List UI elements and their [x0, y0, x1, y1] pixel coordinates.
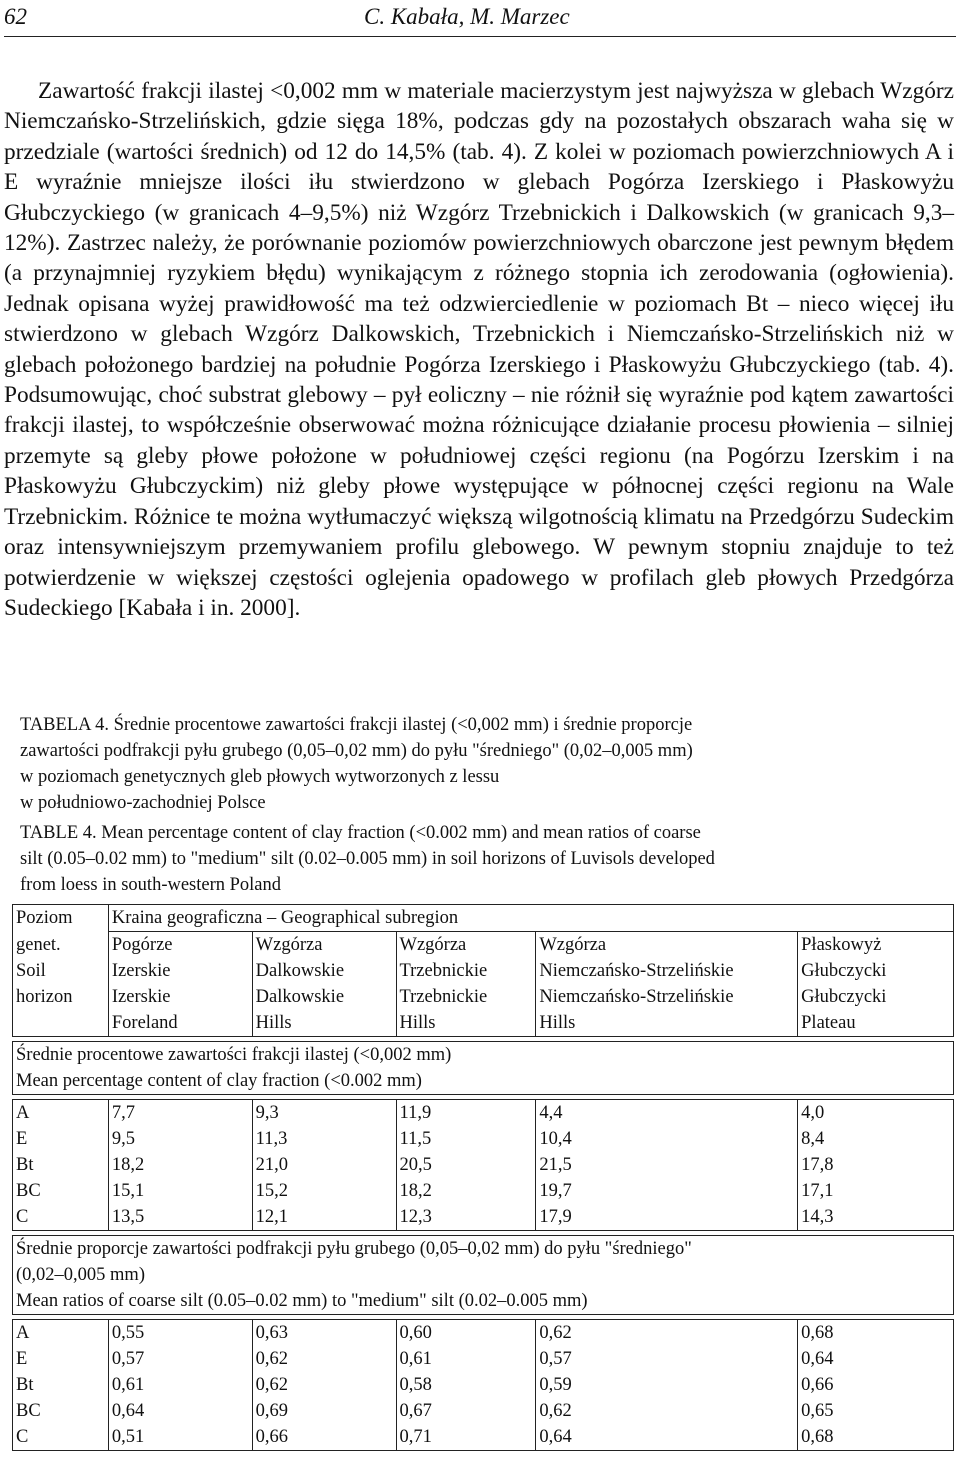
table-row [13, 1346, 954, 1372]
value-cell: 0,55 [108, 1320, 252, 1347]
value-cell: 10,4 [536, 1126, 798, 1152]
value-cell: 17,9 [536, 1204, 798, 1231]
stub-header-cell: Soil [13, 958, 109, 984]
table-row [13, 1320, 954, 1347]
region-name-pl: Dalkowskie [252, 958, 396, 984]
value-cell: 14,3 [798, 1204, 954, 1231]
value-cell: 19,7 [536, 1178, 798, 1204]
data-table [12, 904, 954, 1451]
region-name-en: Plateau [798, 1010, 954, 1037]
section-title: Średnie proporcje zawartości podfrakcji pyłu grubego (0,05–0,02 mm) do pyłu "średniego" [13, 1236, 954, 1263]
table-row [13, 1126, 954, 1152]
value-cell: 0,59 [536, 1372, 798, 1398]
value-cell: 15,1 [108, 1178, 252, 1204]
caption-pl-line: TABELA 4. Średnie procentowe zawartości frakcji ilastej (<0,002 mm) i średnie proporcje [20, 715, 693, 735]
region-name-en: Izerskie [108, 984, 252, 1010]
caption-en-line: TABLE 4. Mean percentage content of clay fraction (<0.002 mm) and mean ratios of coarse [20, 823, 701, 843]
value-cell: 0,62 [536, 1320, 798, 1347]
value-cell: 0,64 [536, 1424, 798, 1451]
value-cell: 12,3 [396, 1204, 536, 1231]
value-cell: 20,5 [396, 1152, 536, 1178]
region-name-pl: Głubczycki [798, 958, 954, 984]
caption-en-line: silt (0.05–0.02 mm) to "medium" silt (0.02–0.005 mm) in soil horizons of Luvisols developed [20, 849, 715, 869]
value-cell: 0,64 [108, 1398, 252, 1424]
section-title: Średnie procentowe zawartości frakcji ilastej (<0,002 mm) [13, 1042, 954, 1069]
region-name-en: Trzebnickie [396, 984, 536, 1010]
value-cell: 0,62 [252, 1372, 396, 1398]
region-name-pl: Izerskie [108, 958, 252, 984]
page-number: 62 [4, 4, 27, 29]
table-row [13, 1424, 954, 1451]
value-cell: 0,68 [798, 1320, 954, 1347]
subregion-header: Kraina geograficzna – Geographical subregion [108, 905, 953, 932]
table-row [13, 1100, 954, 1127]
horizon-label-cell: Bt [13, 1152, 109, 1178]
horizon-label-cell: BC [13, 1398, 109, 1424]
region-name-pl: Pogórze [108, 932, 252, 959]
horizon-label-cell: BC [13, 1178, 109, 1204]
stub-header-cell: genet. [13, 932, 109, 959]
region-name-pl: Płaskowyż [798, 932, 954, 959]
value-cell: 17,1 [798, 1178, 954, 1204]
table-caption-english [20, 820, 950, 898]
horizon-label-cell: C [13, 1204, 109, 1231]
value-cell: 18,2 [108, 1152, 252, 1178]
section-title: Mean percentage content of clay fraction (<0.002 mm) [13, 1068, 954, 1095]
caption-en-line: from loess in south-western Poland [20, 875, 282, 895]
stub-header-cell: Poziom [13, 905, 109, 932]
region-name-pl: Wzgórza [252, 932, 396, 959]
region-name-en: Głubczycki [798, 984, 954, 1010]
value-cell: 12,1 [252, 1204, 396, 1231]
region-name-pl: Wzgórza [396, 932, 536, 959]
value-cell: 0,62 [252, 1346, 396, 1372]
horizon-label-cell: E [13, 1126, 109, 1152]
value-cell: 0,62 [536, 1398, 798, 1424]
value-cell: 11,5 [396, 1126, 536, 1152]
section-title: (0,02–0,005 mm) [13, 1262, 954, 1288]
region-name-en: Dalkowskie [252, 984, 396, 1010]
region-name-en: Hills [536, 1010, 798, 1037]
value-cell: 4,4 [536, 1100, 798, 1127]
table-header [13, 905, 954, 1100]
value-cell: 0,51 [108, 1424, 252, 1451]
stub-header-cell: horizon [13, 984, 109, 1010]
horizon-label-cell: A [13, 1100, 109, 1127]
value-cell: 7,7 [108, 1100, 252, 1127]
value-cell: 0,67 [396, 1398, 536, 1424]
value-cell: 0,66 [252, 1424, 396, 1451]
value-cell: 0,63 [252, 1320, 396, 1347]
horizon-label-cell: E [13, 1346, 109, 1372]
value-cell: 21,0 [252, 1152, 396, 1178]
table-row [13, 1398, 954, 1424]
table-row [13, 1372, 954, 1398]
value-cell: 0,61 [108, 1372, 252, 1398]
region-name-en: Foreland [108, 1010, 252, 1037]
value-cell: 0,57 [536, 1346, 798, 1372]
caption-pl-line: w poziomach genetycznych gleb płowych wytworzonych z lessu [20, 767, 500, 787]
table-row [13, 1178, 954, 1204]
section2-header [13, 1231, 954, 1320]
clay-content-section [13, 1100, 954, 1231]
value-cell: 17,8 [798, 1152, 954, 1178]
value-cell: 0,57 [108, 1346, 252, 1372]
horizon-label-cell: Bt [13, 1372, 109, 1398]
caption-pl-line: zawartości podfrakcji pyłu grubego (0,05–0,02 mm) do pyłu "średniego" (0,02–0,005 mm) [20, 741, 693, 761]
region-name-en: Hills [252, 1010, 396, 1037]
body-paragraph: Zawartość frakcji ilastej <0,002 mm w materiale macierzystym jest najwyższa w glebach Wzgórz Niemczańsko-Strzelińskich, gdzie sięga 18%, podczas gdy na pozostałych obszarach waha się w przedziale (wartości średnich) od 12 do 14,5% (tab. 4). Z kolei w poziomach powierzchniowych A i E wyraźnie mniejsze ilości iłu stwierdzono w glebach Pogórza Izerskiego i Płaskowyżu Głubczyckiego (w granicach 4–9,5%) niż Wzgórz Trzebnickich i Dalkowskich (w granicach 9,3–12%). Zastrzec należy, że porównanie poziomów powierzchniowych obarczone jest pewnym błędem (a przynajmniej ryzykiem błędu) wynikającym z różnego stopnia ich zerodowania (ogłowienia). Jednak opisana wyżej prawidłowość ma też odzwierciedlenie w poziomach Bt – nieco więcej iłu stwierdzono w glebach Wzgórz Dalkowskich, Trzebnickich i Niemczańsko-Strzelińskich niż w glebach położonego bardziej na południe Pogórza Izerskiego i Płaskowyżu Głubczyckiego (tab. 4). Podsumowując, choć substrat glebowy – pył eoliczny – nie różnił się wyraźnie pod kątem zawartości frakcji ilastej, to współcześnie obserwować można różnicujące działanie procesu płowienia – silniej przemyte są gleby płowe położone w południowej części regionu (na Pogórzu Izerskim i na Płaskowyżu Głubczyckim) niż gleby płowe występujące w północnej części regionu na Wale Trzebnickim. Różnice te można wytłumaczyć większą wilgotnością klimatu na Przedgórzu Sudeckim oraz intensywniejszym przemywaniem profilu glebowego. W pewnym stopniu znajduje to też potwierdzenie w większej częstości oglejenia opadowego w profilach gleb płowych Przedgórza Sudeckiego [Kabała i in. 2000]. [4, 78, 954, 621]
value-cell: 0,68 [798, 1424, 954, 1451]
section-title: Mean ratios of coarse silt (0.05–0.02 mm) to "medium" silt (0.02–0.005 mm) [13, 1288, 954, 1315]
value-cell: 11,3 [252, 1126, 396, 1152]
value-cell: 9,5 [108, 1126, 252, 1152]
value-cell: 0,60 [396, 1320, 536, 1347]
value-cell: 11,9 [396, 1100, 536, 1127]
region-name-en: Hills [396, 1010, 536, 1037]
page-header [4, 0, 956, 37]
running-head-authors: C. Kabała, M. Marzec [364, 4, 570, 29]
caption-pl-line: w południowo-zachodniej Polsce [20, 793, 266, 813]
value-cell: 0,71 [396, 1424, 536, 1451]
value-cell: 0,69 [252, 1398, 396, 1424]
value-cell: 13,5 [108, 1204, 252, 1231]
value-cell: 21,5 [536, 1152, 798, 1178]
value-cell: 0,66 [798, 1372, 954, 1398]
region-name-pl: Trzebnickie [396, 958, 536, 984]
horizon-label-cell: A [13, 1320, 109, 1347]
value-cell: 0,64 [798, 1346, 954, 1372]
value-cell: 0,58 [396, 1372, 536, 1398]
value-cell: 0,61 [396, 1346, 536, 1372]
value-cell: 8,4 [798, 1126, 954, 1152]
value-cell: 0,65 [798, 1398, 954, 1424]
table-row [13, 1204, 954, 1231]
value-cell: 18,2 [396, 1178, 536, 1204]
table-caption-polish [20, 712, 950, 816]
region-name-pl: Niemczańsko-Strzelińskie [536, 958, 798, 984]
region-name-pl: Wzgórza [536, 932, 798, 959]
region-name-en: Niemczańsko-Strzelińskie [536, 984, 798, 1010]
value-cell: 9,3 [252, 1100, 396, 1127]
value-cell: 15,2 [252, 1178, 396, 1204]
value-cell: 4,0 [798, 1100, 954, 1127]
table-row [13, 1152, 954, 1178]
silt-ratio-section [13, 1320, 954, 1451]
horizon-label-cell: C [13, 1424, 109, 1451]
